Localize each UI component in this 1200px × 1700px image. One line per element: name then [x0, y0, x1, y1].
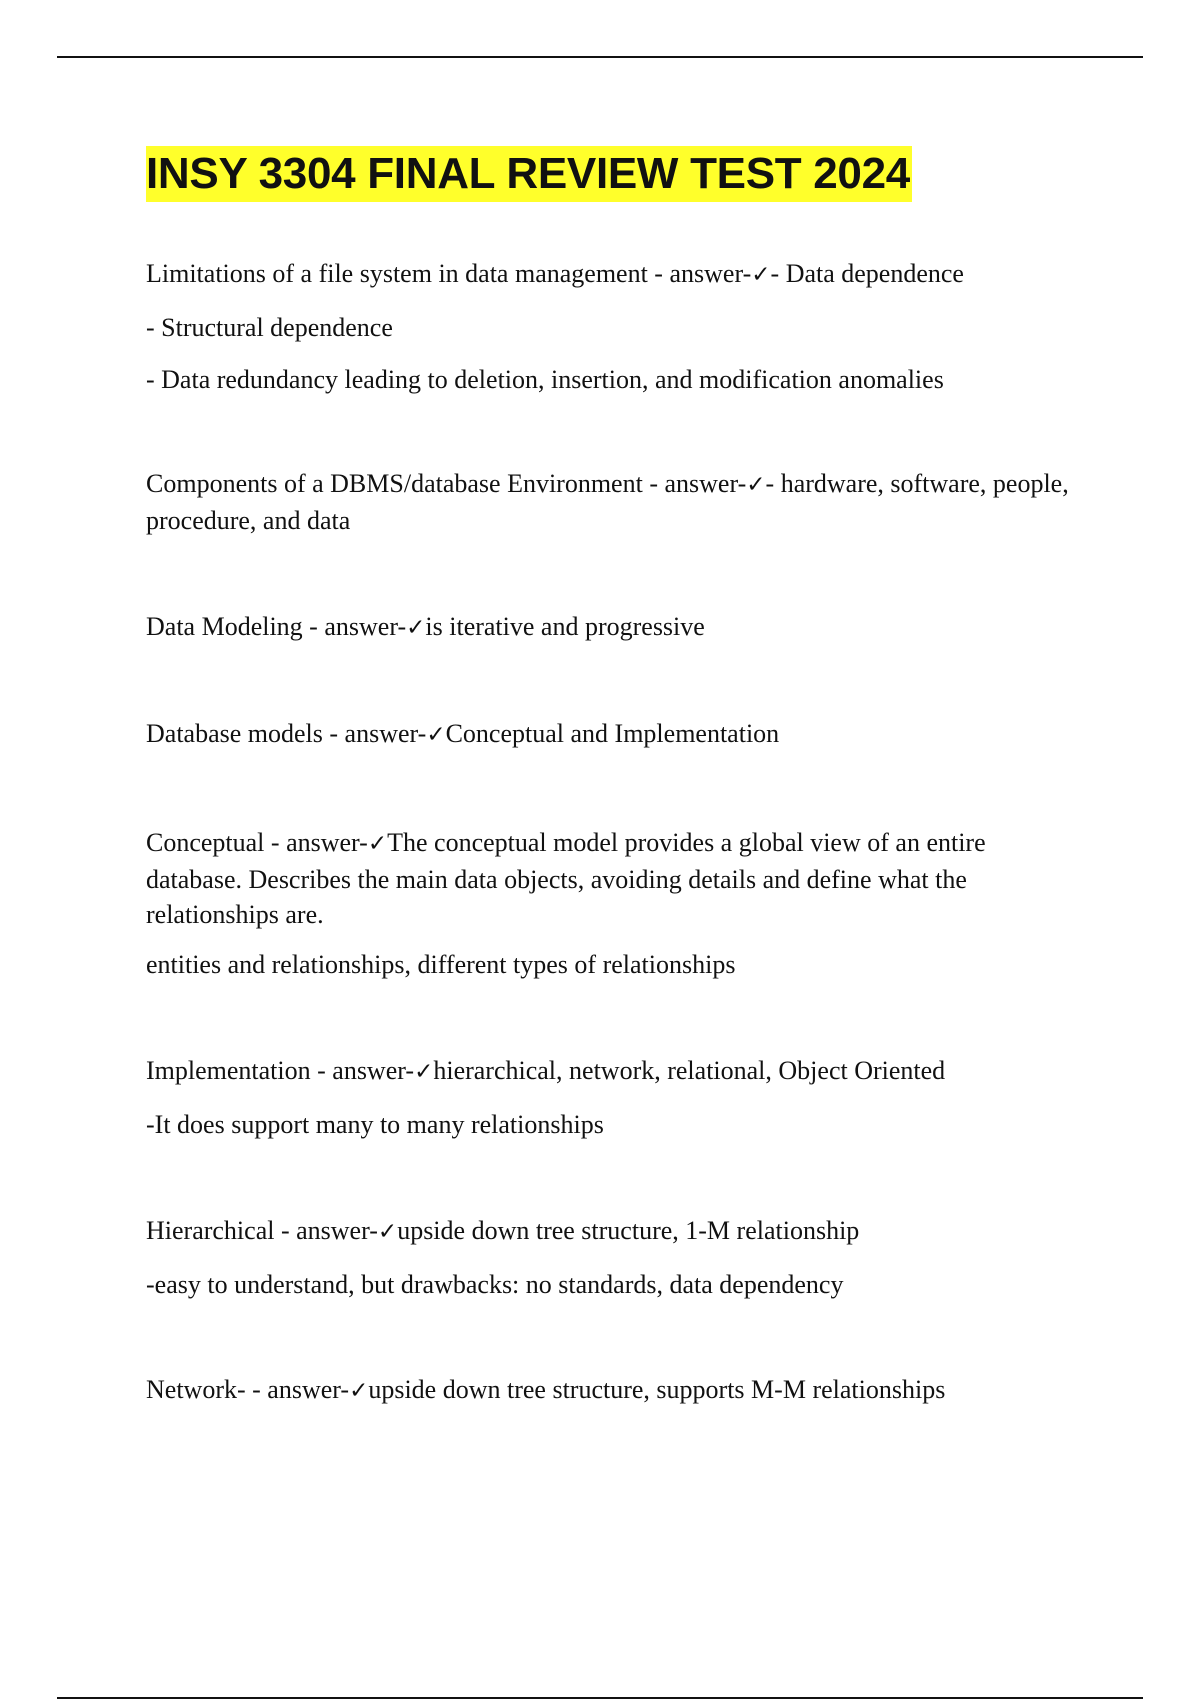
answer-text: - hardware, software, people, procedure, and data [146, 469, 1069, 535]
question-term: Data Modeling - answer- [146, 612, 407, 641]
qa-line [146, 466, 1076, 538]
question-term: Hierarchical - answer- [146, 1216, 378, 1245]
check-mark-icon: ✓ [746, 472, 766, 498]
qa-entry-implementation [146, 1053, 1076, 1142]
question-term: Database models - answer- [146, 719, 427, 748]
qa-line [146, 1372, 1076, 1409]
qa-entry-network [146, 1372, 1076, 1409]
qa-entry-database-models [146, 716, 1076, 753]
qa-line [146, 609, 1076, 646]
answer-extra-line: entities and relationships, different types of relationships [146, 950, 736, 979]
answer-text: upside down tree structure, 1-M relationship [397, 1216, 860, 1245]
answer-text: The conceptual model provides a global view of an entire database. Describes the main data objects, avoiding details and define what the relationships are. [146, 828, 986, 929]
question-term: Components of a DBMS/database Environment - answer- [146, 469, 747, 498]
answer-text: Conceptual and Implementation [445, 719, 780, 748]
check-mark-icon: ✓ [751, 262, 771, 288]
qa-line [146, 1213, 1076, 1250]
question-term: Network- - answer- [146, 1375, 350, 1404]
document-title: INSY 3304 FINAL REVIEW TEST 2024 [146, 146, 912, 202]
qa-entry-dbms-components [146, 466, 1076, 538]
answer-extra-line: - Structural dependence [146, 313, 393, 342]
question-term: Limitations of a file system in data management - answer- [146, 259, 752, 288]
qa-entry-data-modeling [146, 609, 1076, 646]
answer-text: hierarchical, network, relational, Object Oriented [433, 1056, 946, 1085]
qa-line [146, 256, 1076, 293]
check-mark-icon: ✓ [406, 615, 426, 641]
answer-text: - Data dependence [770, 259, 964, 288]
bottom-rule [57, 1697, 1143, 1699]
check-mark-icon: ✓ [414, 1059, 434, 1085]
answer-text: upside down tree structure, supports M-M relationships [368, 1375, 946, 1404]
question-term: Conceptual - answer- [146, 828, 368, 857]
check-mark-icon: ✓ [377, 1219, 398, 1245]
qa-entry-file-system-limitations [146, 256, 1076, 397]
qa-line [146, 716, 1076, 753]
check-mark-icon: ✓ [426, 722, 446, 748]
top-rule [57, 56, 1143, 58]
check-mark-icon: ✓ [349, 1378, 369, 1404]
qa-line [146, 825, 1076, 932]
question-term: Implementation - answer- [146, 1056, 415, 1085]
answer-extra-line: -It does support many to many relationships [146, 1110, 604, 1139]
answer-extra-line: - Data redundancy leading to deletion, insertion, and modification anomalies [146, 365, 944, 394]
qa-line [146, 1053, 1076, 1090]
qa-entry-hierarchical [146, 1213, 1076, 1302]
qa-entry-conceptual [146, 825, 1076, 982]
check-mark-icon: ✓ [367, 831, 388, 857]
answer-text: is iterative and progressive [425, 612, 705, 641]
answer-extra-line: -easy to understand, but drawbacks: no standards, data dependency [146, 1270, 844, 1299]
